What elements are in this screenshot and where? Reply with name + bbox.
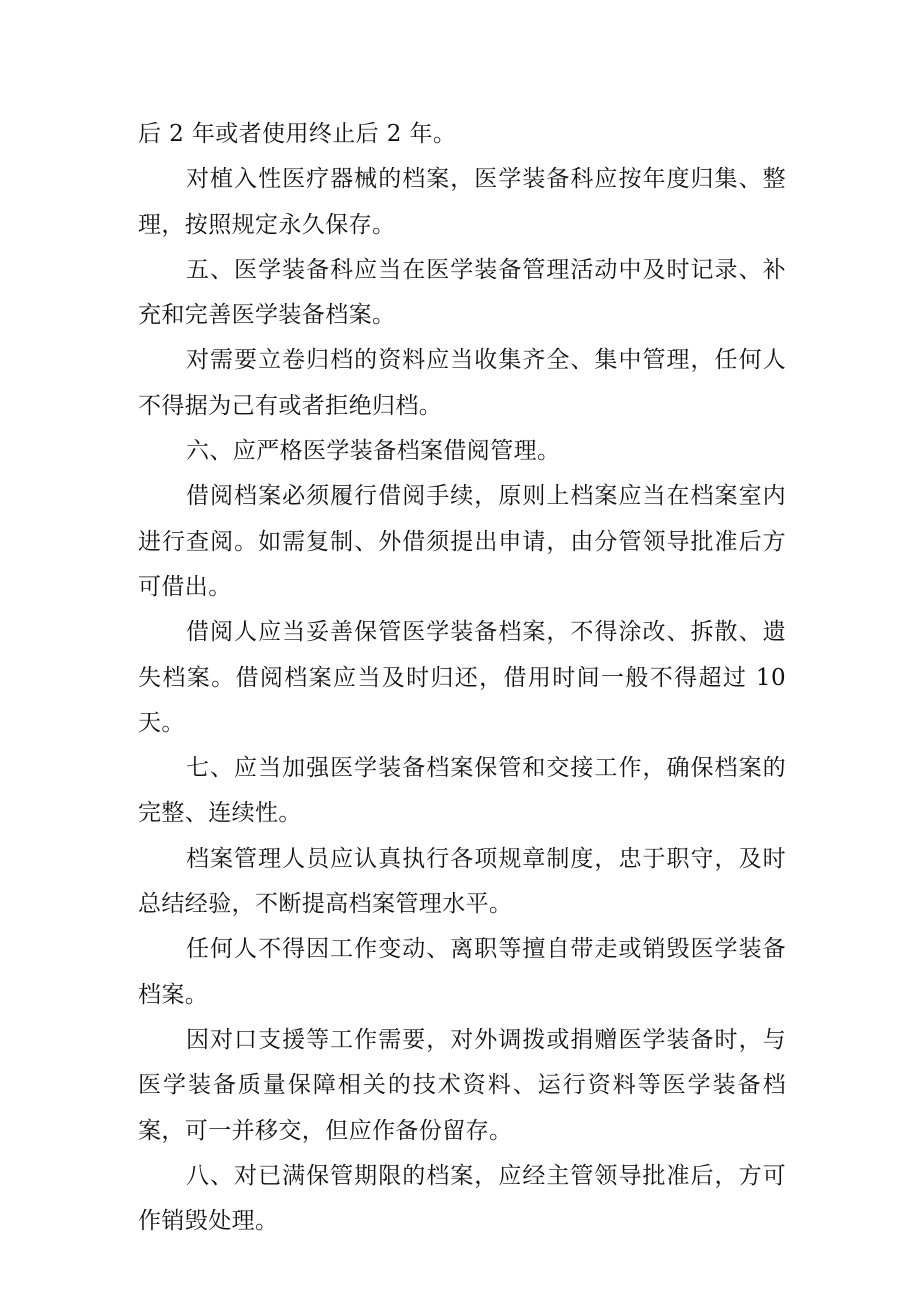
paragraph-no-removal: 任何人不得因工作变动、离职等擅自带走或销毁医学装备档案。 (138, 936, 786, 1008)
paragraph-equipment-transfer: 因对口支援等工作需要，对外调拨或捐赠医学装备时，与医学装备质量保障相关的技术资料、运行资料等医学装备档案，可一并移交，但应作备份留存。 (138, 1026, 786, 1144)
paragraph-borrowing-procedure: 借阅档案必须履行借阅手续，原则上档案应当在档案室内进行查阅。如需复制、外借须提出申请，由分管领导批准后方可借出。 (138, 483, 786, 600)
paragraph-section-six: 六、应严格医学装备档案借阅管理。 (186, 438, 561, 465)
paragraph-archive-staff: 档案管理人员应认真执行各项规章制度，忠于职守，及时总结经验，不断提高档案管理水平。 (138, 845, 786, 918)
paragraph-borrower-duties: 借阅人应当妥善保管医学装备档案，不得涂改、拆散、遗失档案。借阅档案应当及时归还，借用时间一般不得超过 10 天。 (138, 619, 786, 736)
paragraph-section-five: 五、医学装备科应当在医学装备管理活动中及时记录、补充和完善医学装备档案。 (138, 256, 786, 329)
paragraph-implant-device-archives: 对植入性医疗器械的档案，医学装备科应按年度归集、整理，按照规定永久保存。 (138, 166, 786, 238)
paragraph-retention-period-end: 后 2 年或者使用终止后 2 年。 (138, 121, 457, 147)
paragraph-filing-materials: 对需要立卷归档的资料应当收集齐全、集中管理，任何人不得据为己有或者拒绝归档。 (138, 347, 786, 419)
document-body (138, 112, 786, 1244)
paragraph-section-seven: 七、应当加强医学装备档案保管和交接工作，确保档案的完整、连续性。 (138, 755, 786, 827)
paragraph-section-eight: 八、对已满保管期限的档案，应经主管领导批准后，方可作销毁处理。 (138, 1162, 786, 1235)
